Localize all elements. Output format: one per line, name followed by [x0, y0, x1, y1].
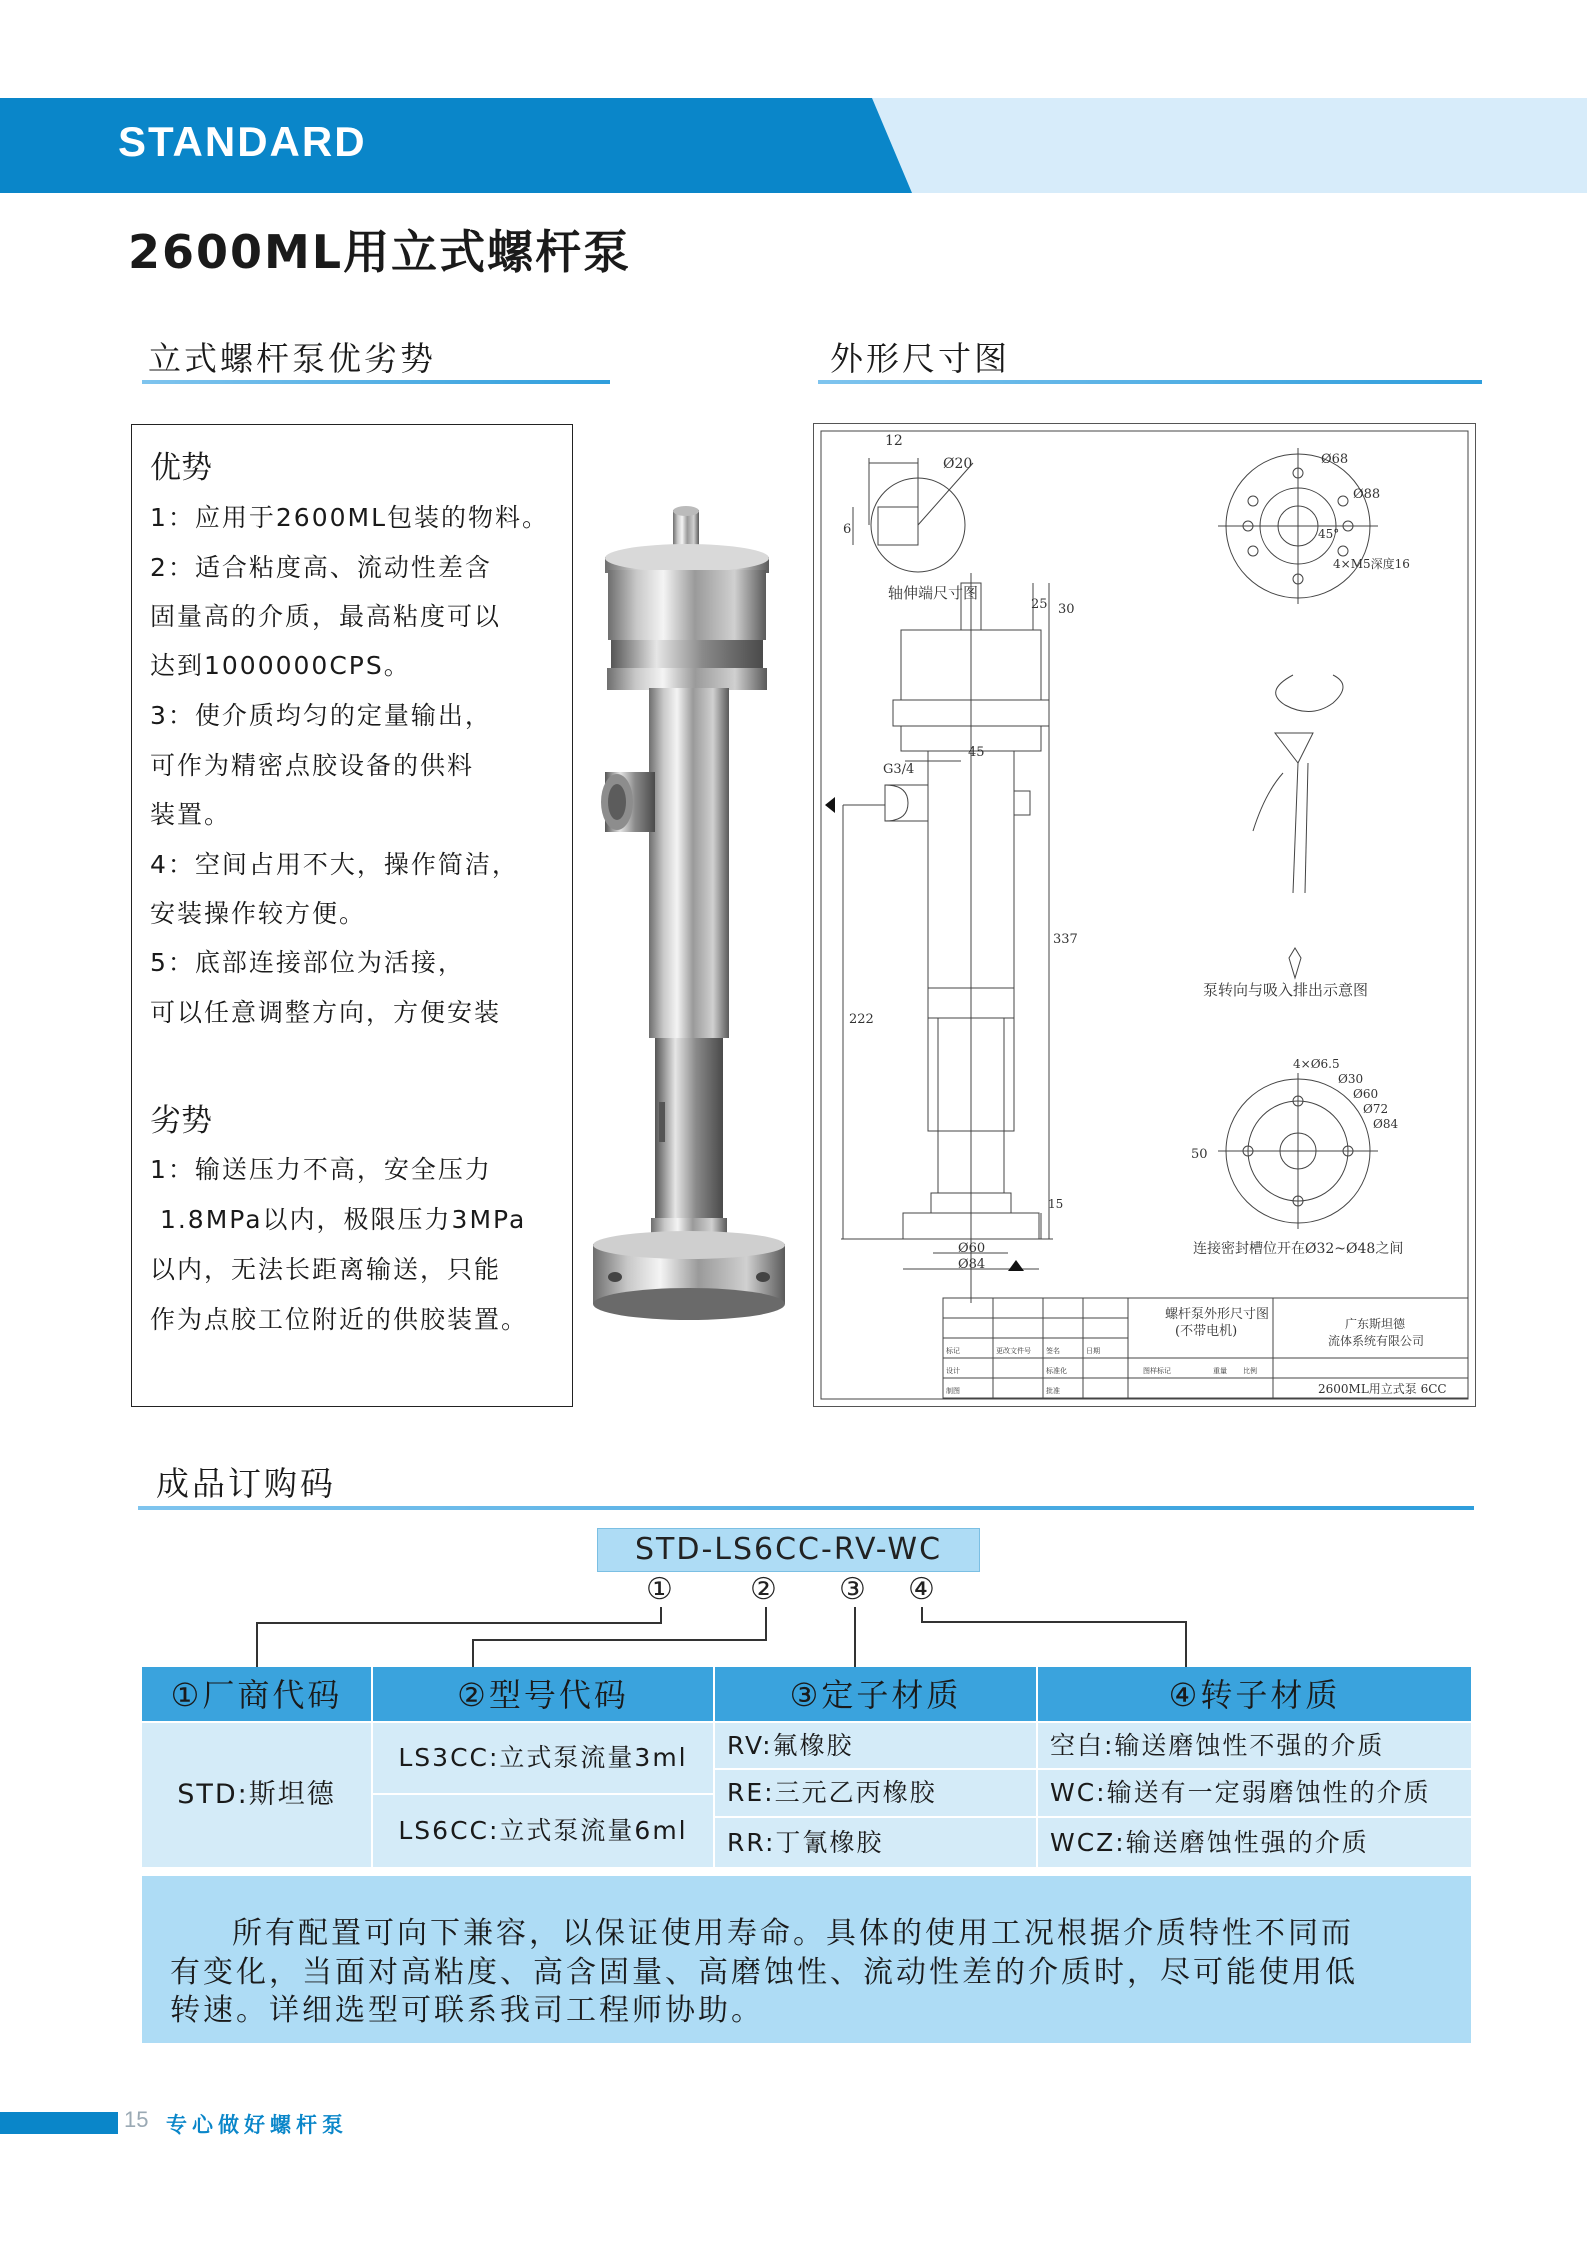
- table-cell-stator: RE:三元乙丙橡胶: [715, 1770, 1036, 1816]
- dim-label: Ø72: [1363, 1102, 1389, 1116]
- title-block-product: 2600ML用立式泵 6CC: [1318, 1382, 1447, 1396]
- title-block-label: 图样标记: [1143, 1367, 1171, 1375]
- advantage-line: 4：空间占用不大，操作简洁，: [150, 850, 519, 879]
- advantage-line: 固量高的介质，最高粘度可以: [150, 602, 502, 631]
- pump-photo: [565, 502, 790, 1352]
- code-marker: ④: [908, 1572, 935, 1607]
- code-marker: ③: [839, 1572, 866, 1607]
- dim-label: 12: [885, 433, 903, 449]
- dim-label: 45°: [1318, 527, 1340, 541]
- dim-label: 4×Ø6.5: [1293, 1057, 1340, 1071]
- title-block-label: 签名: [1046, 1347, 1060, 1355]
- title-block-company: 流体系统有限公司: [1328, 1334, 1425, 1348]
- dim-label: 50: [1191, 1147, 1208, 1162]
- section-underline: [142, 380, 610, 384]
- table-cell-model: LS3CC:立式泵流量3ml: [373, 1723, 713, 1793]
- section-underline: [138, 1506, 1474, 1510]
- title-block-name: 螺杆泵外形尺寸图: [1165, 1307, 1270, 1322]
- title-block-label: 重量: [1213, 1367, 1227, 1375]
- title-block-label: 标记: [946, 1347, 960, 1355]
- table-cell-stator: RV:氟橡胶: [715, 1723, 1036, 1768]
- title-block-label: 标准化: [1046, 1367, 1067, 1375]
- title-block-label: 制图: [946, 1387, 960, 1395]
- code-marker: ②: [750, 1572, 777, 1607]
- disadvantage-line: 1：输送压力不高，安全压力: [150, 1155, 492, 1184]
- disadvantage-line: 作为点胶工位附近的供胶装置。: [150, 1305, 529, 1334]
- code-marker: ①: [646, 1572, 673, 1607]
- header-banner-text: STANDARD: [118, 118, 367, 165]
- dim-label: 337: [1053, 932, 1078, 947]
- disadvantage-line: 1.8MPa以内，极限压力3MPa: [150, 1205, 527, 1234]
- dim-label: Ø68: [1321, 452, 1349, 467]
- table-cell-manufacturer: STD:斯坦德: [142, 1723, 371, 1867]
- note-line: 有变化，当面对高粘度、高含固量、高磨蚀性、流动性差的介质时，尽可能使用低: [170, 1955, 1358, 1990]
- advantage-line: 可以任意调整方向，方便安装: [150, 998, 502, 1027]
- order-table: [142, 1667, 1471, 1867]
- note-line: 转速。详细选型可联系我司工程师协助。: [170, 1993, 764, 2028]
- code-connectors: [240, 1605, 1240, 1670]
- dim-label: 15: [1048, 1197, 1064, 1211]
- title-block-label: 日期: [1086, 1347, 1100, 1355]
- order-code: STD-LS6CC-RV-WC: [597, 1528, 980, 1572]
- title-block-label: 设计: [946, 1367, 960, 1375]
- table-header: ③定子材质: [715, 1667, 1036, 1721]
- section-title-drawing: 外形尺寸图: [830, 339, 1010, 378]
- section-title-order: 成品订购码: [156, 1464, 336, 1503]
- dim-label: 4×M5深度16: [1333, 557, 1410, 571]
- dim-label: Ø88: [1353, 487, 1381, 502]
- seal-caption: 连接密封槽位开在Ø32~Ø48之间: [1193, 1241, 1404, 1257]
- advantage-line: 1：应用于2600ML包装的物料。: [150, 503, 550, 532]
- title-block-label: 批准: [1046, 1387, 1060, 1395]
- section-underline: [818, 380, 1482, 384]
- header-banner-light: [860, 98, 1587, 193]
- dim-label: 222: [849, 1012, 874, 1027]
- table-header: ④转子材质: [1038, 1667, 1471, 1721]
- dim-label: 30: [1058, 602, 1075, 617]
- table-header: ①厂商代码: [142, 1667, 371, 1721]
- disadvantages-heading: 劣势: [150, 1103, 212, 1139]
- title-block-company: 广东斯坦德: [1345, 1317, 1406, 1331]
- advantage-line: 可作为精密点胶设备的供料: [150, 751, 475, 780]
- shaft-caption: 轴伸端尺寸图: [888, 584, 979, 602]
- rotation-caption: 泵转向与吸入排出示意图: [1203, 981, 1369, 999]
- title-block-label: 更改文件号: [996, 1347, 1031, 1355]
- title-block-label: 比例: [1243, 1367, 1257, 1375]
- table-cell-rotor: 空白:输送磨蚀性不强的介质: [1038, 1723, 1471, 1768]
- advantage-line: 2：适合粘度高、流动性差含: [150, 553, 492, 582]
- dim-label: 25: [1031, 597, 1048, 612]
- table-cell-rotor: WC:输送有一定弱磨蚀性的介质: [1038, 1770, 1471, 1816]
- table-cell-model: LS6CC:立式泵流量6ml: [373, 1795, 713, 1867]
- note-line: 所有配置可向下兼容，以保证使用寿命。具体的使用工况根据介质特性不同而: [232, 1916, 1354, 1951]
- title-block-sub: (不带电机): [1175, 1324, 1238, 1339]
- advantage-line: 装置。: [150, 800, 232, 829]
- dim-label: Ø60: [1353, 1087, 1379, 1101]
- dim-label: Ø30: [1338, 1072, 1364, 1086]
- table-header: ②型号代码: [373, 1667, 713, 1721]
- footer-bar: [0, 2112, 118, 2134]
- advantage-line: 达到1000000CPS。: [150, 651, 411, 680]
- section-title-advantages: 立式螺杆泵优劣势: [148, 339, 436, 378]
- dim-label: Ø84: [1373, 1117, 1399, 1131]
- advantage-line: 3：使介质均匀的定量输出，: [150, 701, 492, 730]
- dimension-drawing: [813, 423, 1476, 1407]
- dim-label: Ø84: [958, 1257, 986, 1272]
- advantages-heading: 优势: [150, 450, 212, 486]
- advantage-line: 5：底部连接部位为活接，: [150, 948, 465, 977]
- page-title: 2600ML用立式螺杆泵: [128, 225, 632, 279]
- footer-slogan: 专心做好螺杆泵: [166, 2113, 348, 2137]
- advantage-line: 安装操作较方便。: [150, 899, 367, 928]
- table-cell-rotor: WCZ:输送磨蚀性强的介质: [1038, 1818, 1471, 1867]
- disadvantage-line: 以内，无法长距离输送，只能: [150, 1255, 502, 1284]
- dim-label: 6: [843, 522, 852, 537]
- dim-label: Ø20: [943, 456, 973, 472]
- table-cell-stator: RR:丁氰橡胶: [715, 1818, 1036, 1867]
- dim-label: G3/4: [883, 762, 915, 777]
- page-number: 15: [124, 2107, 149, 2132]
- dim-label: Ø60: [958, 1241, 986, 1256]
- dim-label: 45: [968, 745, 985, 760]
